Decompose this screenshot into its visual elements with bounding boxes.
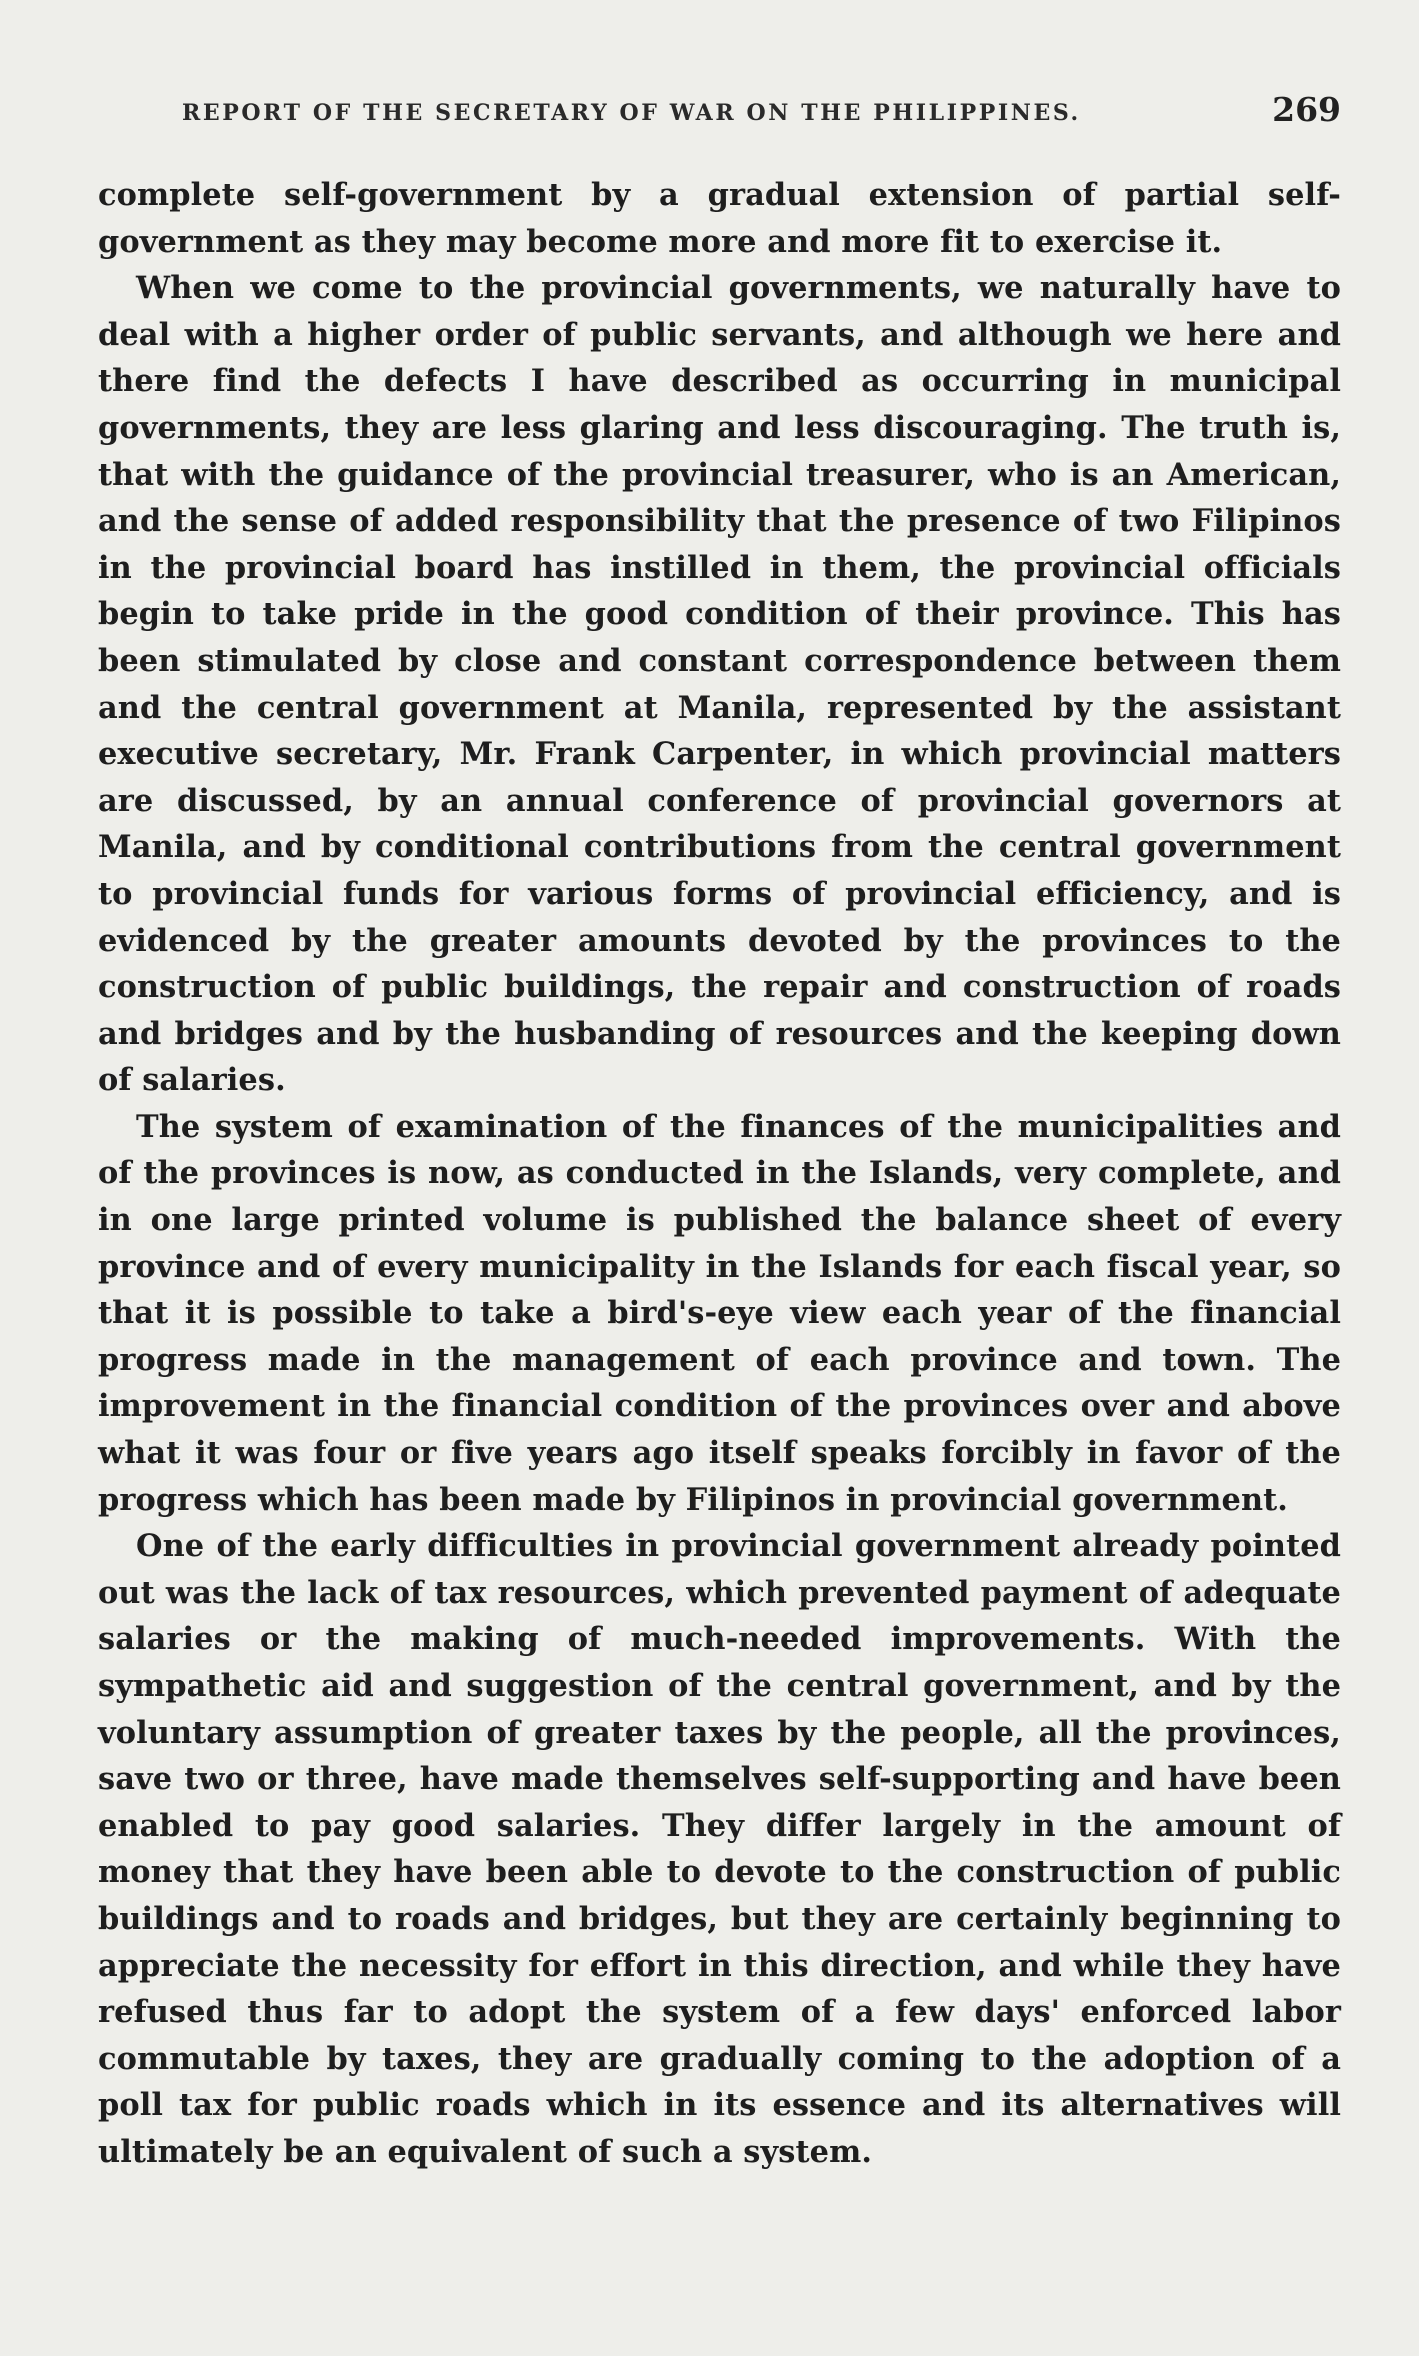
paragraph-tax-resources: One of the early difficulties in provincial government already pointed out was the lack of tax resources, which prevented payment of adequate salaries or the making of much-needed improvements. With the sympathetic aid and suggestion of the central government, and by the voluntary assumption of greater taxes by the people, all the provinces, save two or three, have made themselves self-supporting and have been enabled to pay good salaries. They differ largely in the amount of money that they have been able to devote to the construction of public buildings and to roads and bridges, but they are certainly beginning to appreciate the necessity for effort in this direction, and while they have refused thus far to adopt the system of a few days' enforced labor commutable by taxes, they are gradually coming to the adoption of a poll tax for public roads which in its essence and its alternatives will ultimately be an equivalent of such a system. <box>98 1528 1341 2170</box>
running-head <box>98 88 1341 132</box>
paragraph-continuation: complete self-government by a gradual extension of partial self-government as they may become more and more fit to exercise it. <box>98 177 1341 260</box>
paragraph-finance-examination: The system of examination of the finances of the municipalities and of the provinces is now, as conducted in the Islands, very complete, and in one large printed volume is published the balance sheet of every province and of every municipality in the Islands for each fiscal year, so that it is possible to take a bird's-eye view each year of the financial progress made in the management of each province and town. The improvement in the financial condition of the provinces over and above what it was four or five years ago itself speaks forcibly in favor of the progress which has been made by Filipinos in provincial government. <box>98 1108 1341 1518</box>
page-number: 269 <box>1272 90 1341 129</box>
running-head-title: REPORT OF THE SECRETARY OF WAR ON THE PHILIPPINES. <box>182 100 1081 126</box>
paragraph-provincial-governments: When we come to the provincial governments, we naturally have to deal with a higher order of public servants, and although we here and there find the defects I have described as occurring in municipal governments, they are less glaring and less discouraging. The truth is, that with the guidance of the provincial treasurer, who is an American, and the sense of added responsibility that the presence of two Filipinos in the provincial board has instilled in them, the provincial officials begin to take pride in the good condition of their province. This has been stimulated by close and constant correspondence between them and the central government at Manila, represented by the assistant executive secretary, Mr. Frank Carpenter, in which provincial matters are discussed, by an annual conference of provincial governors at Manila, and by conditional contributions from the central government to provincial funds for various forms of provincial efficiency, and is evidenced by the greater amounts devoted by the provinces to the construction of public buildings, the repair and construction of roads and bridges and by the husbanding of resources and the keeping down of salaries. <box>98 270 1341 1099</box>
body-text <box>98 172 1341 2176</box>
